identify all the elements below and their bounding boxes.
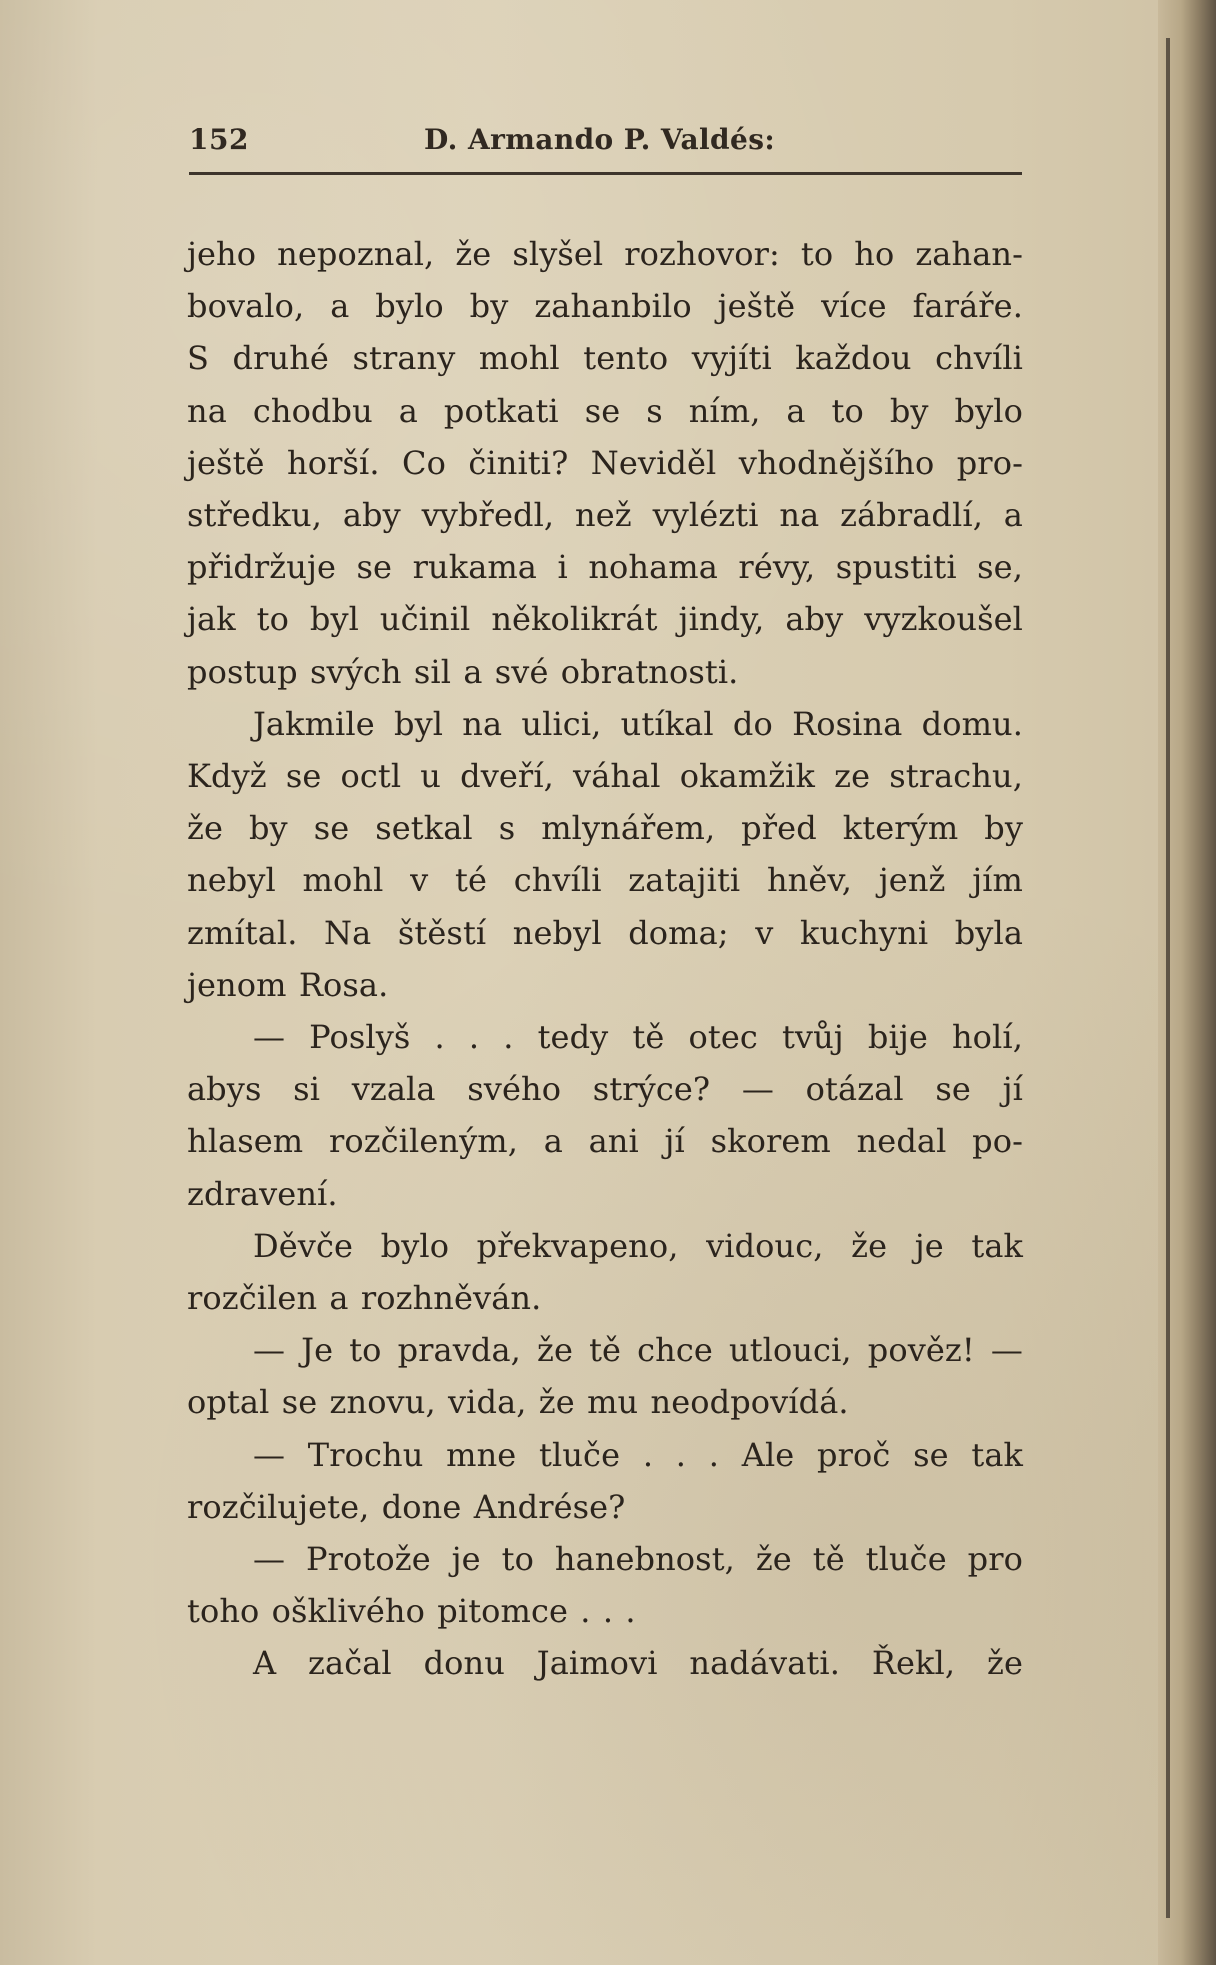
text-line: na chodbu a potkati se s ním, a to by bylo bbox=[187, 391, 1023, 430]
text-line: postup svých sil a své obratnosti. bbox=[187, 652, 739, 691]
text-line: středku, aby vybředl, než vylézti na zábradlí, a bbox=[187, 496, 1023, 535]
page-header bbox=[189, 110, 1022, 176]
header-rule bbox=[189, 172, 1022, 175]
text-line: Když se octl u dveří, váhal okamžik ze strachu, bbox=[187, 757, 1023, 796]
text-line: rozčilen a rozhněván. bbox=[187, 1279, 542, 1318]
text-line: hlasem rozčileným, a ani jí skorem nedal po- bbox=[187, 1122, 1023, 1161]
text-line: jeho nepoznal, že slyšel rozhovor: to ho zahan- bbox=[187, 235, 1023, 273]
text-line: zdravení. bbox=[187, 1174, 338, 1213]
page-number: 152 bbox=[189, 123, 249, 156]
binding-edge-line bbox=[1166, 38, 1170, 1918]
text-line: jenom Rosa. bbox=[187, 965, 389, 1004]
text-line: jak to byl učinil několikrát jindy, aby vyzkoušel bbox=[187, 600, 1023, 639]
text-line: Děvče bylo překvapeno, vidouc, že je tak bbox=[253, 1226, 1023, 1265]
text-line: — Trochu mne tluče . . . Ale proč se tak bbox=[253, 1435, 1023, 1474]
text-line: — Je to pravda, že tě chce utlouci, pověz! — bbox=[253, 1331, 1023, 1370]
text-line: toho ošklivého pitomce . . . bbox=[187, 1592, 636, 1631]
text-line: — Protože je to hanebnost, že tě tluče pro bbox=[253, 1540, 1023, 1579]
text-line: že by se setkal s mlynářem, před kterým by bbox=[187, 809, 1023, 848]
text-line: rozčilujete, done Andrése? bbox=[187, 1487, 626, 1526]
text-line: Jakmile byl na ulici, utíkal do Rosina domu. bbox=[253, 704, 1023, 743]
text-line: abys si vzala svého strýce? — otázal se jí bbox=[187, 1070, 1023, 1109]
text-line: nebyl mohl v té chvíli zatajiti hněv, jenž jím bbox=[187, 861, 1023, 900]
body-text bbox=[187, 228, 1023, 1690]
text-line: ještě horší. Co činiti? Neviděl vhodnějšího pro- bbox=[187, 443, 1023, 482]
text-line: bovalo, a bylo by zahanbilo ještě více faráře. bbox=[187, 287, 1023, 326]
text-line: — Poslyš . . . tedy tě otec tvůj bije holí, bbox=[253, 1018, 1023, 1057]
running-head: D. Armando P. Valdés: bbox=[424, 123, 776, 156]
text-line: zmítal. Na štěstí nebyl doma; v kuchyni byla bbox=[187, 913, 1023, 952]
text-line: A začal donu Jaimovi nadávati. Řekl, že bbox=[253, 1644, 1023, 1683]
text-line: S druhé strany mohl tento vyjíti každou chvíli bbox=[187, 339, 1023, 378]
text-line: přidržuje se rukama i nohama révy, spustiti se, bbox=[187, 548, 1023, 587]
text-line: optal se znovu, vida, že mu neodpovídá. bbox=[187, 1383, 849, 1422]
